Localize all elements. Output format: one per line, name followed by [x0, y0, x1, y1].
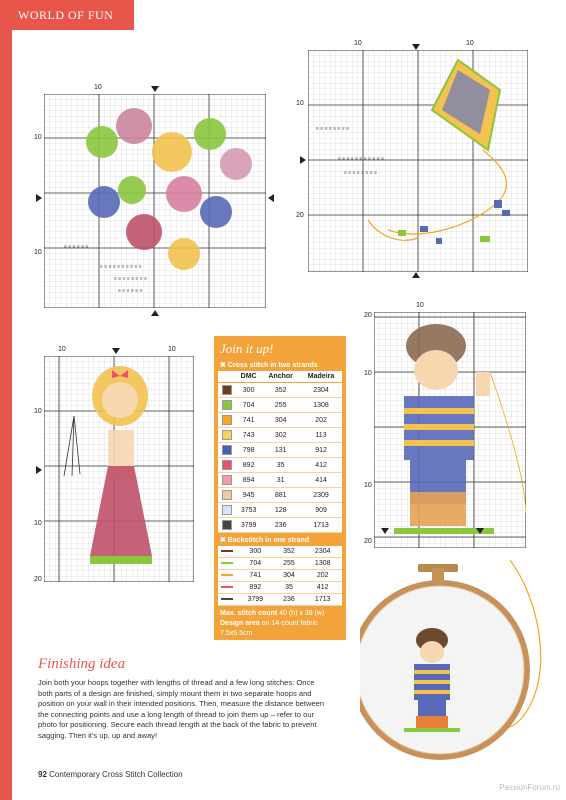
- cross-stitch-table: [218, 371, 342, 533]
- girl-top-number-a: 10: [58, 346, 66, 353]
- kite-top-number-a: 10: [354, 40, 362, 47]
- cross-stitch-symbol: [218, 473, 236, 488]
- cross-stitch-anchor: 352: [261, 383, 300, 398]
- backstitch-line-swatch: [221, 586, 233, 588]
- page-footer: [38, 770, 183, 779]
- backstitch-dmc: 892: [236, 582, 275, 594]
- boy-boots: [410, 492, 466, 526]
- backstitch-symbol: [218, 546, 236, 558]
- boy-top-number: 10: [416, 302, 424, 309]
- cross-stitch-madeira: 2304: [300, 383, 342, 398]
- girl-chart: [44, 356, 194, 582]
- balloon-blue-left: [88, 186, 120, 218]
- backstitch-dmc: 3799: [236, 594, 275, 606]
- backstitch-symbol: [218, 582, 236, 594]
- cross-stitch-madeira: 2309: [300, 488, 342, 503]
- design-area-label: Design area: [220, 620, 260, 627]
- cross-stitch-heading: ✖ Cross stitch in two strands: [220, 362, 318, 369]
- kite-top-number-b: 10: [466, 40, 474, 47]
- girl-left-number-a: 10: [34, 408, 42, 415]
- balloons-grid: [44, 94, 266, 308]
- boy-grid: [374, 312, 526, 548]
- kite-left-number-a: 10: [296, 100, 304, 107]
- cross-stitch-anchor: 35: [261, 458, 300, 473]
- backstitch-anchor: 304: [275, 570, 304, 582]
- backstitch-row: [218, 558, 342, 570]
- backstitch-table: [218, 546, 342, 606]
- balloons-chart: [44, 94, 266, 308]
- balloon-yellow-center: [152, 132, 192, 172]
- balloon-pink-right: [220, 148, 252, 180]
- design-area: [214, 619, 346, 649]
- backstitch-madeira: 1713: [303, 594, 342, 606]
- svg-text:≡ ≡ ≡ ≡ ≡ ≡ ≡ ≡ ≡ ≡ ≡: ≡ ≡ ≡ ≡ ≡ ≡ ≡ ≡ ≡ ≡ ≡: [338, 156, 384, 162]
- backstitch-row: [218, 570, 342, 582]
- balloon-pink-center: [166, 176, 202, 212]
- design-area-inches: (2¾x2½in): [220, 640, 254, 647]
- balloons-left-number-b: 10: [34, 249, 42, 256]
- kite-arrow-top: [412, 44, 420, 50]
- cross-stitch-symbol: [218, 503, 236, 518]
- hoop-photo: [360, 560, 556, 772]
- backstitch-madeira: 202: [303, 570, 342, 582]
- cross-stitch-dmc: 945: [236, 488, 261, 503]
- backstitch-line-swatch: [221, 550, 233, 552]
- backstitch-madeira: 2304: [303, 546, 342, 558]
- girl-left-number-c: 20: [34, 576, 42, 583]
- page-number: 92: [38, 770, 47, 779]
- cross-stitch-symbol: [218, 428, 236, 443]
- key-col-dmc: DMC: [236, 371, 261, 383]
- svg-text:≡ ≡ ≡ ≡ ≡ ≡ ≡ ≡: ≡ ≡ ≡ ≡ ≡ ≡ ≡ ≡: [344, 170, 378, 176]
- backstitch-heading: ✖ Backstitch in one strand: [220, 537, 310, 544]
- thread-swatch: [222, 385, 232, 395]
- balloon-red-bottom: [126, 214, 162, 250]
- balloon-green-left: [86, 126, 118, 158]
- balloon-pink-top: [116, 108, 152, 144]
- design-area-size: 7.5x6.5cm: [220, 630, 253, 637]
- cross-stitch-madeira: 113: [300, 428, 342, 443]
- cross-stitch-madeira: 202: [300, 413, 342, 428]
- cross-stitch-row: [218, 398, 342, 413]
- backstitch-row: [218, 582, 342, 594]
- svg-text:≡ ≡ ≡ ≡ ≡ ≡ ≡ ≡: ≡ ≡ ≡ ≡ ≡ ≡ ≡ ≡: [114, 276, 148, 282]
- cross-stitch-row: [218, 383, 342, 398]
- stitch-count-value: 40 (h) x 36 (w): [279, 610, 325, 617]
- balloons-left-number-a: 10: [34, 134, 42, 141]
- cross-stitch-madeira: 414: [300, 473, 342, 488]
- thread-swatch: [222, 490, 232, 500]
- backstitch-anchor: 236: [275, 594, 304, 606]
- thread-swatch: [222, 520, 232, 530]
- cross-stitch-dmc: 743: [236, 428, 261, 443]
- key-header-row: [218, 371, 342, 383]
- kite-chart: [308, 50, 528, 272]
- cross-stitch-dmc: 3753: [236, 503, 261, 518]
- embroidery-hoop-illustration: [360, 560, 556, 772]
- cross-stitch-anchor: 304: [261, 413, 300, 428]
- boy-left-number-b: 10: [364, 370, 372, 377]
- cross-stitch-dmc: 798: [236, 443, 261, 458]
- backstitch-line-swatch: [221, 574, 233, 576]
- cross-stitch-row: [218, 428, 342, 443]
- balloon-blue-right: [200, 196, 232, 228]
- boy-arrow-right: [476, 528, 484, 534]
- balloons-center-arrow-top: [151, 86, 159, 92]
- balloon-green-right: [194, 118, 226, 150]
- backstitch-symbol: [218, 558, 236, 570]
- side-color-bar: [0, 0, 12, 800]
- girl-face: [102, 382, 138, 418]
- balloons-center-arrow-left: [36, 194, 42, 202]
- cross-stitch-symbol: [218, 443, 236, 458]
- backstitch-madeira: 1308: [303, 558, 342, 570]
- key-col-symbol: [218, 371, 236, 383]
- backstitch-symbol: [218, 594, 236, 606]
- cross-stitch-row: [218, 458, 342, 473]
- cross-stitch-anchor: 236: [261, 518, 300, 533]
- backstitch-dmc: 741: [236, 570, 275, 582]
- boy-left-number-d: 20: [364, 538, 372, 545]
- boy-face: [414, 350, 458, 390]
- finishing-body: Join both your hoops together with lengths of thread and a few long stitches: Once both parts of a design are finished, simply mount them in two separate hoops and position on your wall in their intended positions. Then, measure the distance between the connecting points and use a long length of thread to join them up – refer to our photo for positioning. Secure each thread length at the back of the fabric to prevent sagging. Then it's up, up and away!: [38, 678, 325, 740]
- cross-stitch-anchor: 131: [261, 443, 300, 458]
- girl-grid: [44, 356, 194, 582]
- thread-swatch: [222, 400, 232, 410]
- cross-stitch-row: [218, 473, 342, 488]
- balloon-green-mid: [118, 176, 146, 204]
- kite-arrow-left: [300, 156, 306, 164]
- cross-stitch-dmc: 3799: [236, 518, 261, 533]
- cross-stitch-dmc: 300: [236, 383, 261, 398]
- balloons-center-arrow-right: [268, 194, 274, 202]
- cross-stitch-dmc: 892: [236, 458, 261, 473]
- thread-swatch: [222, 445, 232, 455]
- girl-arrow-top: [112, 348, 120, 354]
- key-title: Join it up!: [220, 341, 274, 356]
- cross-stitch-symbol: [218, 413, 236, 428]
- svg-text:≡ ≡ ≡ ≡ ≡ ≡ ≡ ≡: ≡ ≡ ≡ ≡ ≡ ≡ ≡ ≡: [316, 126, 350, 132]
- svg-text:≡ ≡ ≡ ≡ ≡ ≡: ≡ ≡ ≡ ≡ ≡ ≡: [118, 288, 143, 294]
- balloons-center-arrow-bottom: [151, 310, 159, 316]
- cross-stitch-symbol: [218, 458, 236, 473]
- svg-text:≡ ≡ ≡ ≡ ≡ ≡ ≡ ≡ ≡ ≡: ≡ ≡ ≡ ≡ ≡ ≡ ≡ ≡ ≡ ≡: [100, 264, 142, 270]
- publication-name: Contemporary Cross Stitch Collection: [49, 770, 183, 779]
- cross-stitch-anchor: 302: [261, 428, 300, 443]
- finishing-title: Finishing idea: [38, 656, 126, 672]
- cross-stitch-madeira: 1308: [300, 398, 342, 413]
- cross-stitch-symbol: [218, 488, 236, 503]
- boy-arrow-left: [381, 528, 389, 534]
- cross-stitch-symbol: [218, 398, 236, 413]
- backstitch-line-swatch: [221, 598, 233, 600]
- svg-text:≡ ≡ ≡ ≡ ≡ ≡: ≡ ≡ ≡ ≡ ≡ ≡: [64, 244, 89, 250]
- cross-stitch-dmc: 704: [236, 398, 261, 413]
- stitch-count-label: Max. stitch count: [220, 610, 278, 617]
- thread-swatch: [222, 430, 232, 440]
- cross-stitch-madeira: 912: [300, 443, 342, 458]
- cross-stitch-symbol: [218, 383, 236, 398]
- backstitch-anchor: 255: [275, 558, 304, 570]
- cross-stitch-row: [218, 413, 342, 428]
- kite-arrow-bottom: [412, 272, 420, 278]
- cross-stitch-anchor: 31: [261, 473, 300, 488]
- cross-stitch-madeira: 909: [300, 503, 342, 518]
- kite-grid: [308, 50, 528, 272]
- backstitch-line-swatch: [221, 562, 233, 564]
- cross-stitch-row: [218, 488, 342, 503]
- backstitch-madeira: 412: [303, 582, 342, 594]
- cross-stitch-madeira: 412: [300, 458, 342, 473]
- cross-stitch-symbol: [218, 518, 236, 533]
- cross-stitch-dmc: 741: [236, 413, 261, 428]
- key-col-madeira: Madeira: [300, 371, 342, 383]
- cross-stitch-madeira: 1713: [300, 518, 342, 533]
- cross-stitch-anchor: 255: [261, 398, 300, 413]
- backstitch-anchor: 352: [275, 546, 304, 558]
- balloons-top-number: 10: [94, 84, 102, 91]
- cross-stitch-row: [218, 518, 342, 533]
- thread-swatch: [222, 460, 232, 470]
- backstitch-anchor: 35: [275, 582, 304, 594]
- boy-left-number-c: 10: [364, 482, 372, 489]
- girl-top-number-b: 10: [168, 346, 176, 353]
- cross-stitch-row: [218, 443, 342, 458]
- cross-stitch-row: [218, 503, 342, 518]
- design-area-text: on 14-count fabric: [261, 620, 318, 627]
- cross-stitch-anchor: 128: [261, 503, 300, 518]
- thread-swatch: [222, 415, 232, 425]
- backstitch-dmc: 704: [236, 558, 275, 570]
- section-title: WORLD OF FUN: [18, 8, 114, 22]
- boy-chart: [374, 312, 526, 548]
- section-header: [12, 0, 134, 30]
- key-col-anchor: Anchor: [261, 371, 300, 383]
- backstitch-row: [218, 594, 342, 606]
- backstitch-row: [218, 546, 342, 558]
- backstitch-dmc: 300: [236, 546, 275, 558]
- thread-key-panel: [214, 336, 346, 647]
- watermark-text: PassionForum.ru: [499, 783, 560, 792]
- girl-arrow-left: [36, 466, 42, 474]
- cross-stitch-anchor: 881: [261, 488, 300, 503]
- kite-left-number-b: 20: [296, 212, 304, 219]
- girl-left-number-b: 10: [34, 520, 42, 527]
- backstitch-symbol: [218, 570, 236, 582]
- thread-swatch: [222, 475, 232, 485]
- stitch-count: [214, 606, 346, 619]
- thread-swatch: [222, 505, 232, 515]
- cross-stitch-dmc: 894: [236, 473, 261, 488]
- balloon-yellow-bottom: [168, 238, 200, 270]
- boy-left-number-a: 20: [364, 312, 372, 319]
